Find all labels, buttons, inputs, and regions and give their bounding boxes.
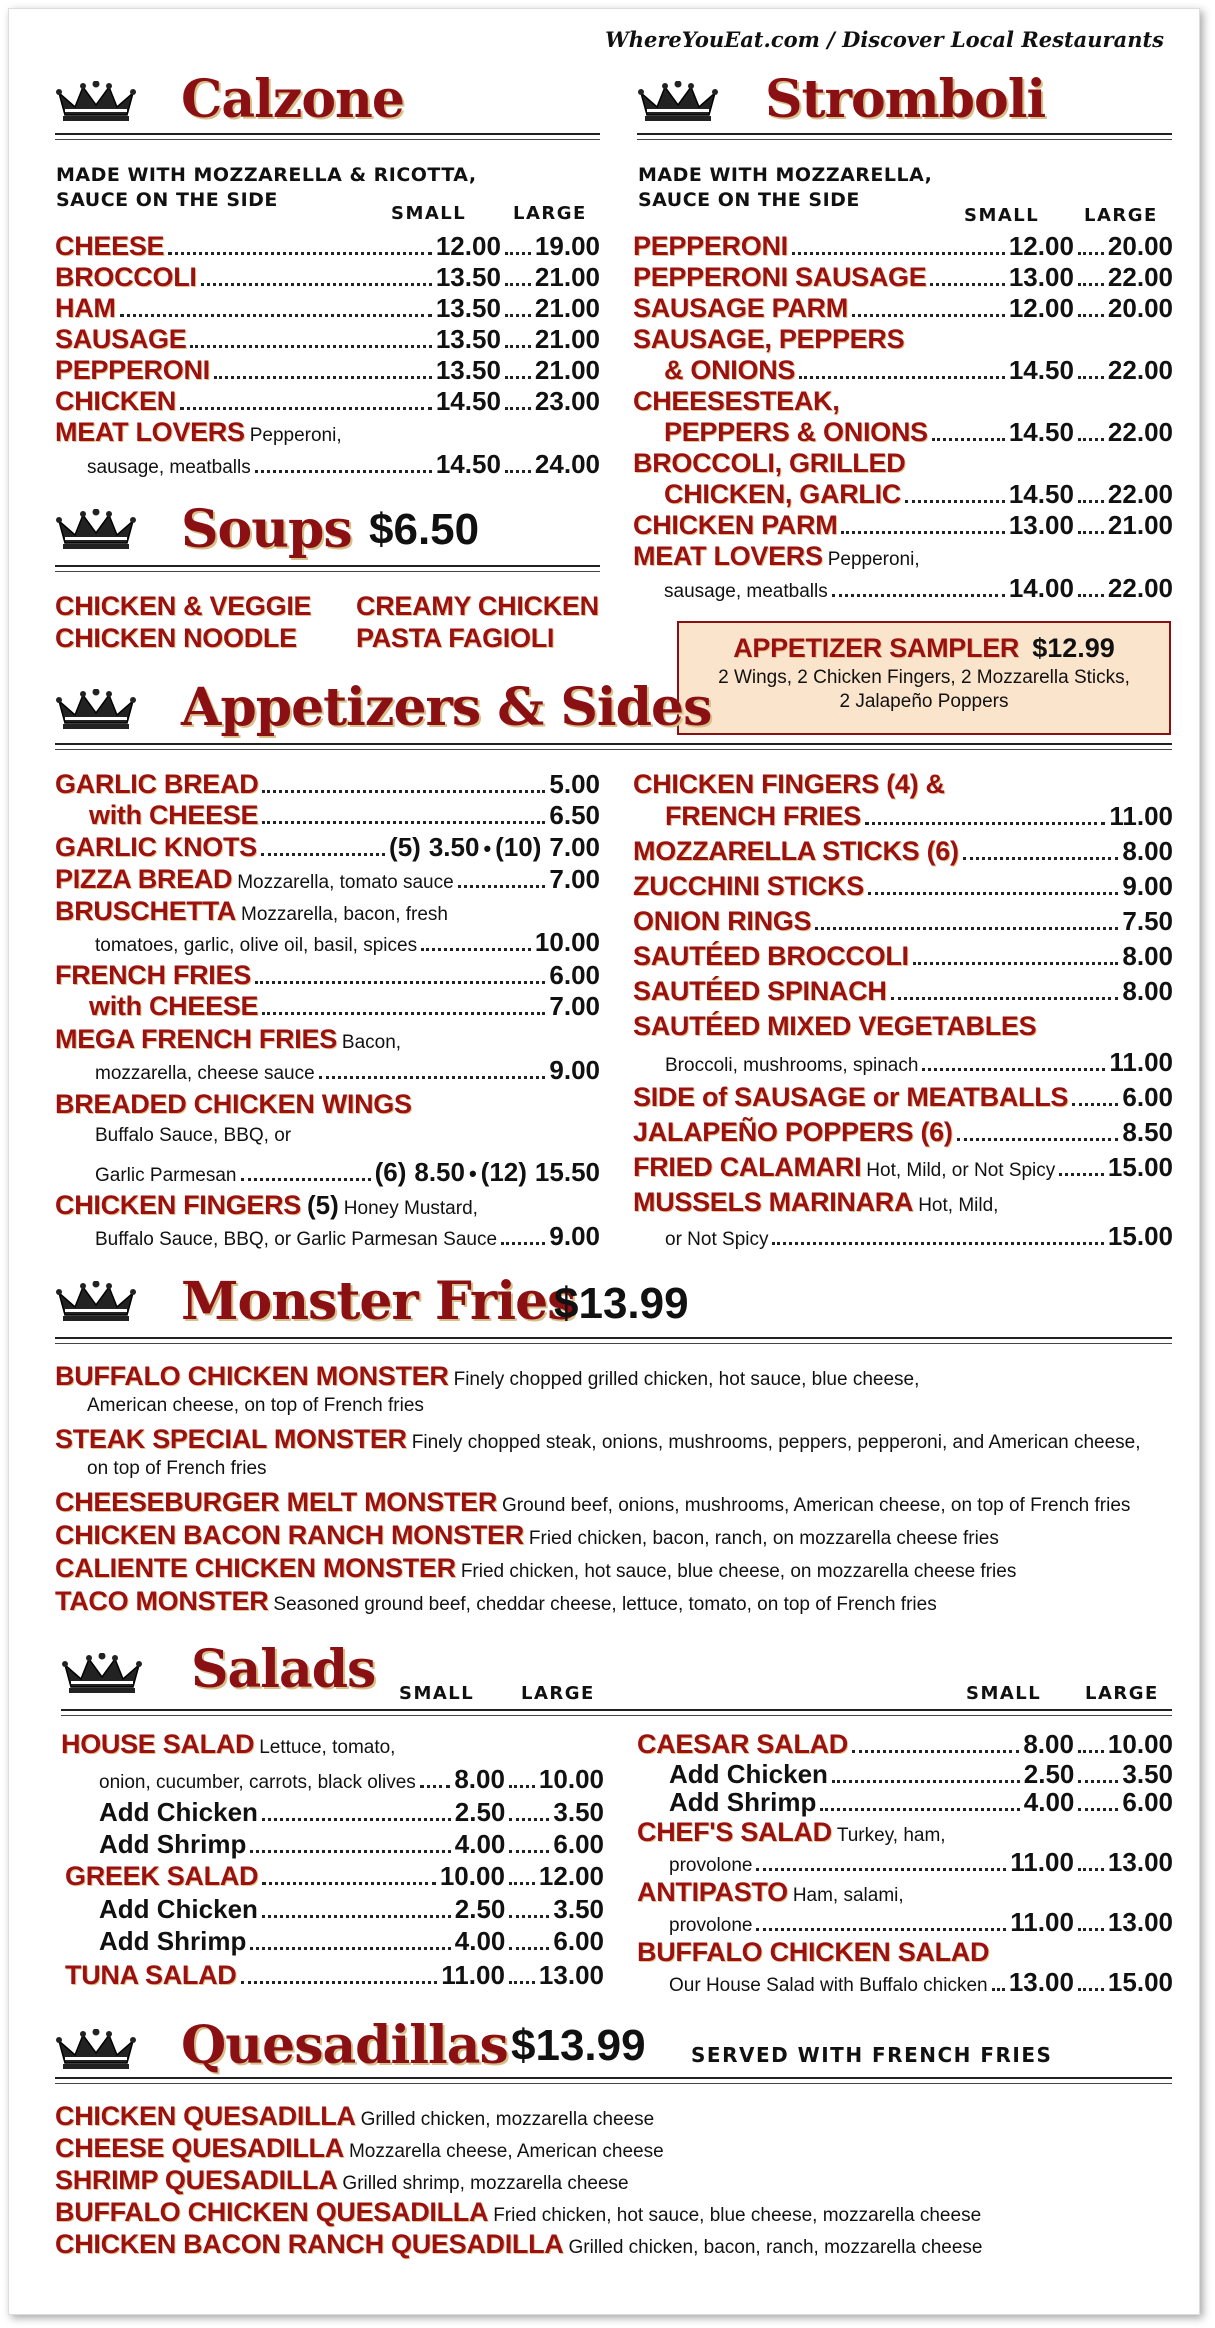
menu-item-desc: provolone 11.00 13.00 [669, 1847, 1173, 1877]
calzone-note: MADE WITH MOZZARELLA & RICOTTA, SAUCE ON THE SIDE [56, 164, 477, 211]
menu-item: FRIED CALAMARI Hot, Mild, or Not Spicy 15.00 [633, 1152, 1173, 1182]
menu-item: CHEF'S SALAD Turkey, ham, [637, 1817, 946, 1847]
menu-page [8, 8, 1200, 2315]
menu-item: GARLIC BREAD 5.00 [55, 769, 600, 799]
menu-item: PIZZA BREAD Mozzarella, tomato sauce 7.00 [55, 864, 600, 894]
menu-item: SIDE of SAUSAGE or MEATBALLS 6.00 [633, 1082, 1173, 1112]
monster-item: CHICKEN BACON RANCH MONSTER Fried chicken, bacon, ranch, on mozzarella cheese fries [55, 1520, 999, 1550]
menu-item: CHICKEN FINGERS (4) & [633, 769, 945, 799]
menu-item: SAUTÉED MIXED VEGETABLES [633, 1011, 1037, 1041]
menu-item: Add Shrimp 4.00 6.00 [669, 1787, 1173, 1817]
stromboli-rule [637, 133, 1172, 135]
menu-item: BREADED CHICKEN WINGS [55, 1089, 412, 1119]
menu-item: SAUTÉED BROCCOLI 8.00 [633, 941, 1173, 971]
crown-icon [637, 81, 719, 123]
calzone-title: Calzone [181, 69, 404, 130]
quesadillas-title: Quesadillas [181, 2015, 508, 2076]
menu-item: SAUTÉED SPINACH 8.00 [633, 976, 1173, 1006]
menu-item: SAUSAGE, PEPPERS [633, 324, 905, 354]
calzone-rule [55, 133, 600, 135]
quesadilla-item: SHRIMP QUESADILLA Grilled shrimp, mozzarella cheese [55, 2165, 629, 2195]
menu-item: PEPPERONI 13.50 21.00 [55, 355, 600, 385]
crown-icon [55, 81, 137, 123]
menu-item: BUFFALO CHICKEN SALAD [637, 1937, 990, 1967]
menu-item: BROCCOLI 13.50 21.00 [55, 262, 600, 292]
menu-item: BROCCOLI, GRILLED [633, 448, 906, 478]
soup-item: CREAMY CHICKEN [356, 591, 599, 621]
menu-item: CHICKEN, GARLIC 14.50 22.00 [664, 479, 1173, 509]
sampler-name: APPETIZER SAMPLER [733, 633, 1020, 663]
menu-item: JALAPEÑO POPPERS (6) 8.50 [633, 1117, 1173, 1147]
calzone-large-header: LARGE [513, 203, 587, 224]
stromboli-small-header: SMALL [964, 205, 1040, 226]
site-attribution: WhereYouEat.com / Discover Local Restaurants [605, 27, 1164, 52]
menu-item: & ONIONS 14.50 22.00 [664, 355, 1173, 385]
menu-item: TUNA SALAD 11.00 13.00 [65, 1960, 604, 1990]
menu-item: CAESAR SALAD 8.00 10.00 [637, 1729, 1173, 1759]
monster-item-desc: American cheese, on top of French fries [87, 1395, 424, 1416]
crown-icon [55, 2029, 137, 2071]
salads-title: Salads [191, 1639, 376, 1700]
menu-item: GREEK SALAD 10.00 12.00 [65, 1861, 604, 1891]
monster-price: $13.99 [554, 1279, 689, 1328]
menu-item-desc: Broccoli, mushrooms, spinach 11.00 [665, 1047, 1173, 1077]
sampler-desc: 2 Wings, 2 Chicken Fingers, 2 Mozzarella Sticks, [718, 667, 1130, 688]
menu-item: CHICKEN PARM 13.00 21.00 [633, 510, 1173, 540]
crown-icon [61, 1653, 143, 1695]
quesadilla-item: CHICKEN QUESADILLA Grilled chicken, mozzarella cheese [55, 2101, 655, 2131]
menu-item: PEPPERONI 12.00 20.00 [633, 231, 1173, 261]
salads-small-header-right: SMALL [966, 1683, 1042, 1704]
salads-rule [61, 1709, 1172, 1711]
menu-item: CHEESESTEAK, [633, 386, 840, 416]
calzone-small-header: SMALL [391, 203, 467, 224]
crown-icon [55, 689, 137, 731]
quesadillas-price: $13.99 [511, 2021, 646, 2070]
appetizer-sampler-box [677, 621, 1171, 735]
soups-title: Soups [181, 499, 352, 560]
menu-item: Add Shrimp 4.00 6.00 [99, 1829, 604, 1859]
menu-item-desc: tomatoes, garlic, olive oil, basil, spices 10.00 [95, 927, 600, 957]
menu-item-desc: onion, cucumber, carrots, black olives 8.00 10.00 [99, 1764, 604, 1794]
sampler-price: $12.99 [1032, 633, 1115, 663]
monster-item: CHEESEBURGER MELT MONSTER Ground beef, onions, mushrooms, American cheese, on top of French fries [55, 1487, 1131, 1517]
soup-item: PASTA FAGIOLI [356, 623, 555, 653]
menu-item-desc: Garlic Parmesan (6) 8.50 • (12) 15.50 [95, 1157, 600, 1187]
crown-icon [55, 1281, 137, 1323]
menu-item-desc: Buffalo Sauce, BBQ, or Garlic Parmesan Sauce 9.00 [95, 1221, 600, 1251]
salads-small-header: SMALL [399, 1683, 475, 1704]
salads-large-header-right: LARGE [1085, 1683, 1159, 1704]
menu-item-desc: provolone 11.00 13.00 [669, 1907, 1173, 1937]
crown-icon [55, 509, 137, 551]
menu-item-desc: Our House Salad with Buffalo chicken 13.00 15.00 [669, 1967, 1173, 1997]
menu-item: MEAT LOVERS Pepperoni, [633, 541, 920, 571]
menu-item: Add Chicken 2.50 3.50 [99, 1797, 604, 1827]
menu-item: ANTIPASTO Ham, salami, [637, 1877, 904, 1907]
sampler-desc: 2 Jalapeño Poppers [839, 691, 1009, 712]
menu-item: FRENCH FRIES 6.00 [55, 960, 600, 990]
quesadillas-note: SERVED WITH FRENCH FRIES [691, 2043, 1053, 2067]
stromboli-note: MADE WITH MOZZARELLA, SAUCE ON THE SIDE [638, 164, 933, 211]
menu-item: ZUCCHINI STICKS 9.00 [633, 871, 1173, 901]
menu-item: Add Shrimp 4.00 6.00 [99, 1926, 604, 1956]
monster-item: STEAK SPECIAL MONSTER Finely chopped steak, onions, mushrooms, peppers, pepperoni, and American cheese, [55, 1424, 1141, 1454]
menu-item: MEAT LOVERS Pepperoni, [55, 417, 342, 447]
menu-item: MEGA FRENCH FRIES Bacon, [55, 1024, 402, 1054]
menu-item-desc: sausage, meatballs 14.00 22.00 [664, 573, 1173, 603]
menu-item: PEPPERONI SAUSAGE 13.00 22.00 [633, 262, 1173, 292]
appetizers-title: Appetizers & Sides [181, 677, 712, 738]
stromboli-title: Stromboli [765, 69, 1046, 130]
soups-price: $6.50 [369, 505, 480, 554]
menu-item: CHICKEN 14.50 23.00 [55, 386, 600, 416]
soups-rule [55, 565, 600, 567]
menu-item: with CHEESE 6.50 [89, 800, 600, 830]
menu-item: CHICKEN FINGERS (5) Honey Mustard, [55, 1190, 478, 1220]
menu-item: ONION RINGS 7.50 [633, 906, 1173, 936]
menu-item: FRENCH FRIES 11.00 [665, 801, 1173, 831]
monster-title: Monster Fries [181, 1271, 576, 1332]
menu-item: HAM 13.50 21.00 [55, 293, 600, 323]
menu-item: MUSSELS MARINARA Hot, Mild, [633, 1187, 999, 1217]
menu-item: Add Chicken 2.50 3.50 [669, 1759, 1173, 1789]
salads-large-header: LARGE [521, 1683, 595, 1704]
menu-item: with CHEESE 7.00 [89, 991, 600, 1021]
monster-item-desc: on top of French fries [87, 1458, 267, 1479]
quesadilla-item: CHEESE QUESADILLA Mozzarella cheese, American cheese [55, 2133, 664, 2163]
monster-item: CALIENTE CHICKEN MONSTER Fried chicken, hot sauce, blue cheese, on mozzarella cheese fries [55, 1553, 1017, 1583]
stromboli-large-header: LARGE [1084, 205, 1158, 226]
menu-item: GARLIC KNOTS (5) 3.50 • (10) 7.00 [55, 832, 600, 862]
monster-item: TACO MONSTER Seasoned ground beef, cheddar cheese, lettuce, tomato, on top of French fries [55, 1586, 937, 1616]
menu-item: CHEESE 12.00 19.00 [55, 231, 600, 261]
menu-item-desc: Buffalo Sauce, BBQ, or [95, 1125, 292, 1146]
menu-item: MOZZARELLA STICKS (6) 8.00 [633, 836, 1173, 866]
quesadillas-rule [55, 2077, 1172, 2079]
menu-item: BRUSCHETTA Mozzarella, bacon, fresh [55, 896, 448, 926]
menu-item: SAUSAGE PARM 12.00 20.00 [633, 293, 1173, 323]
menu-item-desc: sausage, meatballs 14.50 24.00 [87, 449, 600, 479]
quesadilla-item: BUFFALO CHICKEN QUESADILLA Fried chicken, hot sauce, blue cheese, mozzarella cheese [55, 2197, 982, 2227]
menu-item: Add Chicken 2.50 3.50 [99, 1894, 604, 1924]
monster-item: BUFFALO CHICKEN MONSTER Finely chopped grilled chicken, hot sauce, blue cheese, [55, 1361, 920, 1391]
quesadilla-item: CHICKEN BACON RANCH QUESADILLA Grilled chicken, bacon, ranch, mozzarella cheese [55, 2229, 983, 2259]
menu-item: HOUSE SALAD Lettuce, tomato, [61, 1729, 396, 1759]
menu-item: PEPPERS & ONIONS 14.50 22.00 [664, 417, 1173, 447]
menu-item-desc: or Not Spicy 15.00 [665, 1221, 1173, 1251]
soup-item: CHICKEN NOODLE [55, 623, 297, 653]
soup-item: CHICKEN & VEGGIE [55, 591, 312, 621]
appetizers-rule [55, 743, 1172, 745]
menu-item: SAUSAGE 13.50 21.00 [55, 324, 600, 354]
menu-item-desc: mozzarella, cheese sauce 9.00 [95, 1055, 600, 1085]
monster-rule [55, 1337, 1172, 1339]
